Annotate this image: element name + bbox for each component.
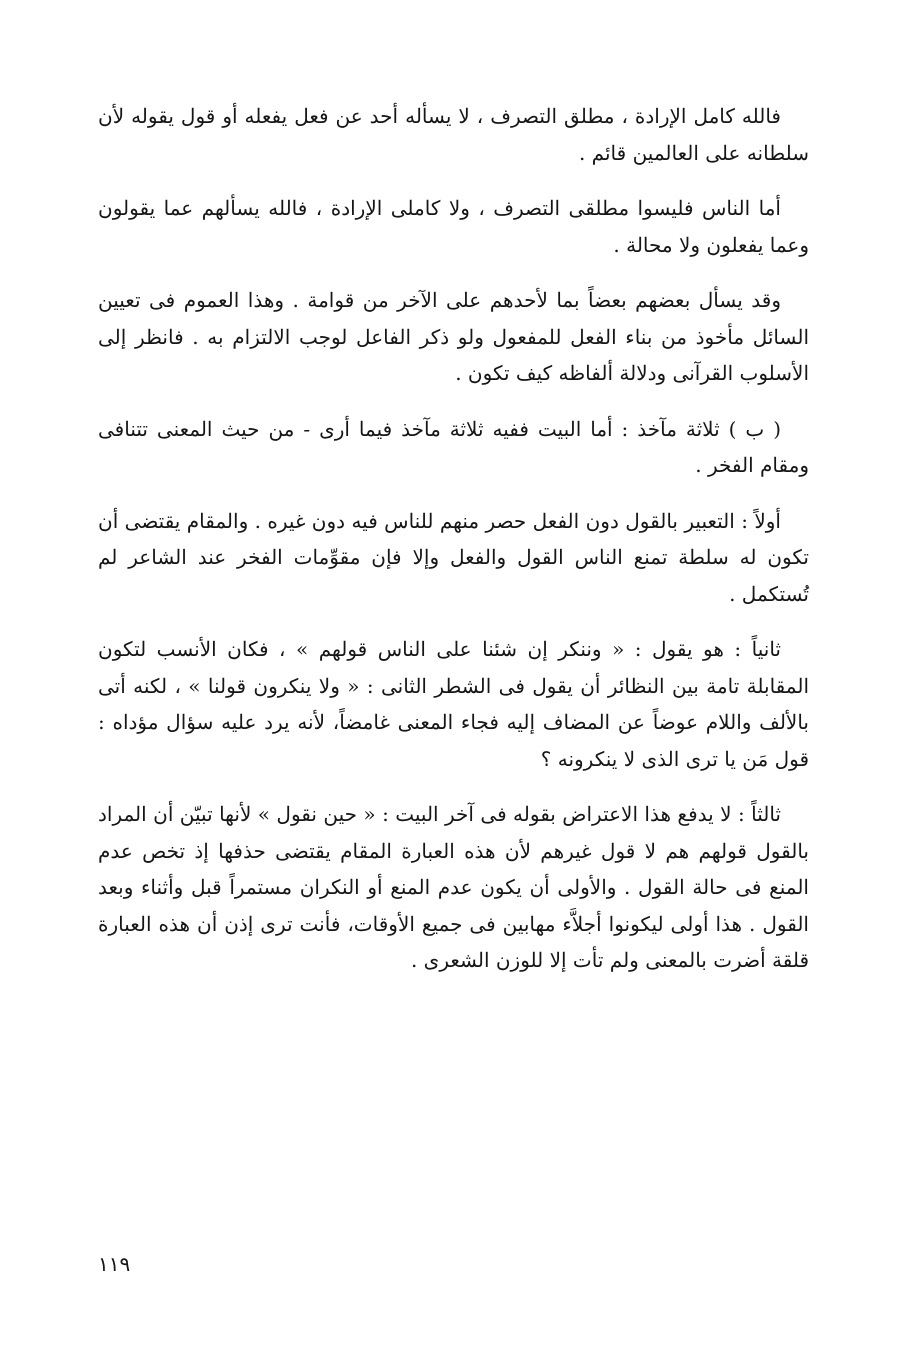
paragraph-5: أولاً : التعبير بالقول دون الفعل حصر منهم للناس فيه دون غيره . والمقام يقتضى أن تكون له سلطة تمنع الناس القول والفعل وإلا فإن مقوِّمات الفخر عند الشاعر لم تُستكمل . <box>98 508 809 606</box>
paragraph-6: ثانياً : هو يقول : « وننكر إن شئنا على الناس قولهم » ، فكان الأنسب لتكون المقابلة تامة بين النظائر أن يقول فى الشطر الثانى : « ولا ينكرون قولنا » ، لكنه أتى بالألف واللام عوضاً عن المضاف إليه فجاء المعنى غامضاً، لأنه يرد عليه سؤال مؤداه : قول مَن يا ترى الذى لا ينكرونه ؟ <box>98 637 809 771</box>
body-text <box>98 98 809 998</box>
paragraph-4: ( ب ) ثلاثة مآخذ : أما البيت ففيه ثلاثة مآخذ فيما أرى - من حيث المعنى تتنافى ومقام الفخر . <box>98 416 809 477</box>
paragraph-7: ثالثاً : لا يدفع هذا الاعتراض بقوله فى آخر البيت : « حين نقول » لأنها تبيّن أن المراد بالقول قولهم هم لا قول غيرهم لأن هذه العبارة المقام يقتضى حذفها إذ تخص عدم المنع فى حالة القول . والأولى أن يكون عدم المنع أو النكران مستمراً قبل وأثناء وبعد القول . هذا أولى ليكونوا أجلاَّء مهابين فى جميع الأوقات، فأنت ترى إذن أن هذه العبارة قلقة أضرت بالمعنى ولم تأت إلا للوزن الشعرى . <box>98 802 809 972</box>
page-number: ١١٩ <box>98 1252 131 1276</box>
paragraph-3: وقد يسأل بعضهم بعضاً بما لأحدهم على الآخر من قوامة . وهذا العموم فى تعيين السائل مأخوذ من بناء الفعل للمفعول ولو ذكر الفاعل لوجب الالتزام به . فانظر إلى الأسلوب القرآنى ودلالة ألفاظه كيف تكون . <box>98 288 809 385</box>
paragraph-2: أما الناس فليسوا مطلقى التصرف ، ولا كاملى الإرادة ، فالله يسألهم عما يقولون وعما يفعلون ولا محالة . <box>98 196 809 257</box>
paragraph-1: فالله كامل الإرادة ، مطلق التصرف ، لا يسأله أحد عن فعل يفعله أو قول يقوله لأن سلطانه على العالمين قائم . <box>98 104 809 165</box>
